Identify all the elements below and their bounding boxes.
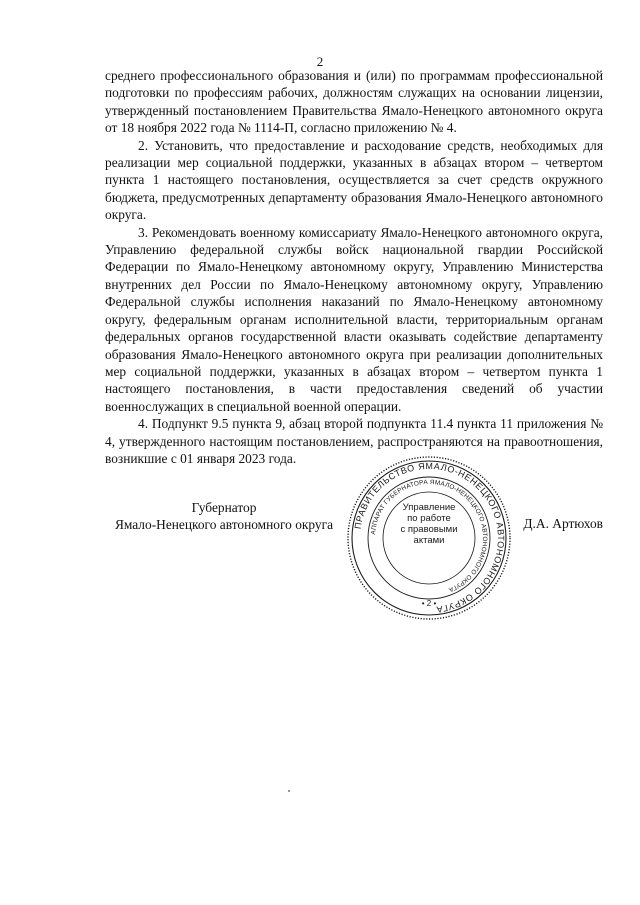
- paragraph-continuation: среднего профессионального образования и (или) по программам профессиональной подготовки по профессиям рабочих, должностям служащих на основании лицензии, утвержденный постановлением Правительства Ямало-Ненецкого автономного округа от 18 ноября 2022 года № 1114-П, согласно приложению № 4.: [105, 68, 603, 136]
- seal-center-line: с правовыми: [400, 524, 458, 535]
- paragraph-3: 3. Рекомендовать военному комиссариату Ямало-Ненецкого автономного округа, Управлению федеральной службы войск национальной гвардии Российской Федерации по Ямало-Ненецкому автономному округу, Управлению Министерства внутренних дел России по Ямало-Ненецкому автономному округу, Управлению Федеральной службы исполнения наказаний по Ямало-Ненецкому автономному округу, федеральным органам исполнительной власти, территориальным органам федеральных органов государственной власти оказывать содействие департаменту образования Ямало-Ненецкого автономного округа при реализации дополнительных мер социальной поддержки, указанных в абзацах втором – четвертом пункта 1 настоящего постановления, в части предоставления сведений об участии военнослужащих в специальной военной операции.: [105, 224, 603, 414]
- seal-center-line: актами: [413, 535, 445, 546]
- seal-inner-text: АППАРАТ ГУБЕРНАТОРА ЯМАЛО-НЕНЕЦКОГО АВТОНОМНОГО ОКРУГА: [370, 478, 489, 594]
- signatory-title-line-1: Губернатор: [191, 500, 257, 515]
- paragraph-2: 2. Установить, что предоставление и расходование средств, необходимых для реализации мер социальной поддержки, указанных в абзацах втором – четвертом пункта 1 настоящего постановления, осуществляется за счет средств окружного бюджета, предусмотренных департаменту образования Ямало-Ненецкого автономного округа.: [105, 137, 603, 223]
- seal-center-line: по работе: [407, 513, 451, 524]
- signatory-title: [105, 499, 343, 533]
- signature-block: [0, 499, 640, 539]
- seal-number: • 2 •: [421, 599, 437, 608]
- seal-center-text: [345, 502, 513, 546]
- scan-speck: [288, 790, 290, 792]
- official-seal-stamp: [345, 454, 513, 622]
- signatory-title-line-2: Ямало-Ненецкого автономного округа: [114, 517, 334, 532]
- seal-outer-text: ПРАВИТЕЛЬСТВО ЯМАЛО-НЕНЕЦКОГО АВТОНОМНОГО ОКРУГА: [352, 460, 507, 615]
- page-number: 2: [316, 54, 324, 69]
- paragraph-4: 4. Подпункт 9.5 пункта 9, абзац второй подпункта 11.4 пункта 11 приложения № 4, утвержденного настоящим постановлением, распространяются на правоотношения, возникшие с 01 января 2023 года.: [105, 416, 603, 466]
- seal-center-line: Управление: [402, 502, 456, 513]
- signatory-name: Д.А. Артюхов: [523, 516, 603, 531]
- document-body: [105, 67, 603, 467]
